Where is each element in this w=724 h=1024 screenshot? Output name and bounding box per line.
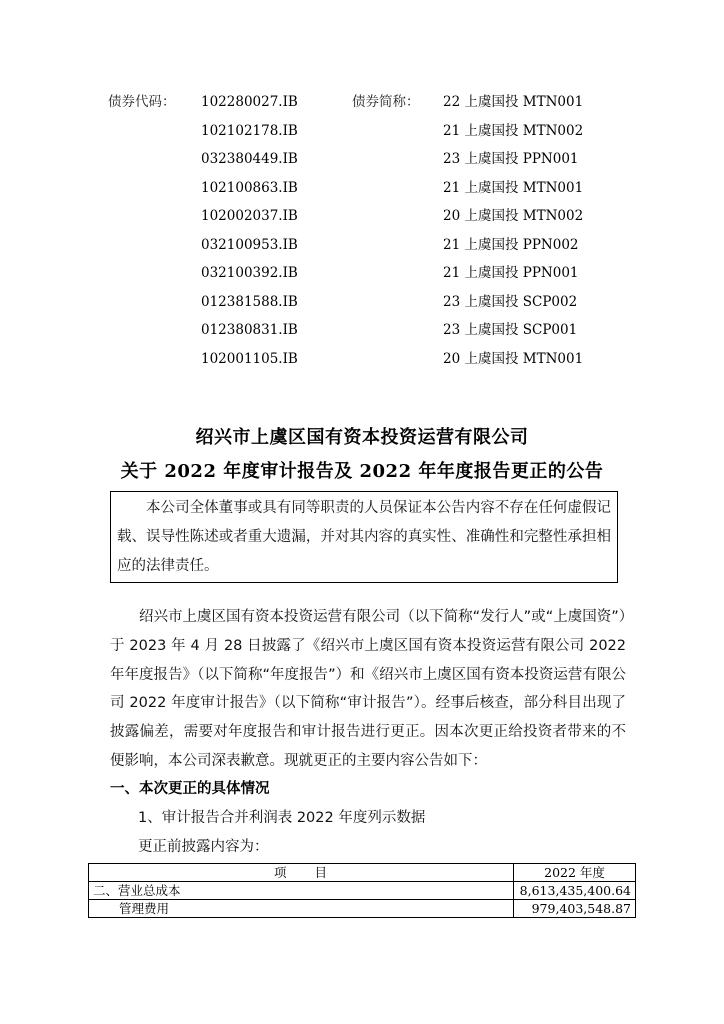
bond-name: 23 上虞国投 SCP002 <box>443 293 578 310</box>
bond-code: 012380831.IB <box>201 322 298 338</box>
bond-name: 21 上虞国投 MTN002 <box>443 122 584 139</box>
announcement-title-subject: 关于 2022 年度审计报告及 2022 年年度报告更正的公告 <box>120 461 604 482</box>
bond-code: 032380449.IB <box>201 151 298 167</box>
bond-name: 20 上虞国投 MTN002 <box>443 208 584 224</box>
bond-code: 102001105.IB <box>201 350 298 367</box>
bond-code: 102280027.IB <box>201 94 298 110</box>
income-statement-table <box>88 863 636 918</box>
row-item: 二、营业总成本 <box>89 882 514 900</box>
bond-code: 032100953.IB <box>201 236 298 253</box>
table-row <box>89 900 636 918</box>
bond-code-label: 债券代码： <box>108 94 176 110</box>
bond-name: 21 上虞国投 PPN002 <box>443 236 579 253</box>
table-row <box>89 882 636 900</box>
bond-name-label: 债券简称： <box>352 94 420 110</box>
section-item: 更正前披露内容为： <box>138 839 269 855</box>
bond-code: 012381588.IB <box>201 293 298 310</box>
bond-name: 21 上虞国投 MTN001 <box>443 179 584 196</box>
row-item: 管理费用 <box>89 900 514 918</box>
column-header-item: 项 目 <box>89 864 514 882</box>
disclaimer-box: 本公司全体董事或具有同等职责的人员保证本公告内容不存在任何虚假记载、误导性陈述或者重大遗漏，并对其内容的真实性、准确性和完整性承担相应的法律责任。 <box>110 491 618 583</box>
table-header-row <box>89 864 636 882</box>
bond-code: 102002037.IB <box>201 208 298 224</box>
bond-name: 23 上虞国投 PPN001 <box>443 151 579 167</box>
bond-code: 102102178.IB <box>201 122 298 139</box>
announcement-body: 绍兴市上虞区国有资本投资运营有限公司（以下简称“发行人”或“上虞国资”）于 2023 年 4 月 28 日披露了《绍兴市上虞区国有资本投资运营有限公司 2022 年年度报告》（以下简称“年度报告”）和《绍兴市上虞区国有资本投资运营有限公司 2022 年度审计报告》（以下简称“审计报告”）。经事后核查，部分科目出现了披露偏差，需要对年度报告和审计报告进行更正。因本次更正给投资者带来的不便影响，本公司深表歉意。现就更正的主要内容公告如下： <box>110 609 626 769</box>
bond-code: 102100863.IB <box>201 179 298 196</box>
section-item: 1、审计报告合并利润表 2022 年度列示数据 <box>138 810 426 826</box>
bond-name: 23 上虞国投 SCP001 <box>443 322 578 338</box>
row-value: 979,403,548.87 <box>514 900 636 918</box>
bond-code: 032100392.IB <box>201 265 298 281</box>
row-value: 8,613,435,400.64 <box>514 882 636 900</box>
bond-name: 22 上虞国投 MTN001 <box>443 94 584 110</box>
announcement-title-company: 绍兴市上虞区国有资本投资运营有限公司 <box>195 427 529 448</box>
bond-name: 20 上虞国投 MTN001 <box>443 350 584 367</box>
section-heading: 一、本次更正的具体情况 <box>110 781 270 797</box>
column-header-year: 2022 年度 <box>514 864 636 882</box>
bond-name: 21 上虞国投 PPN001 <box>443 265 579 281</box>
